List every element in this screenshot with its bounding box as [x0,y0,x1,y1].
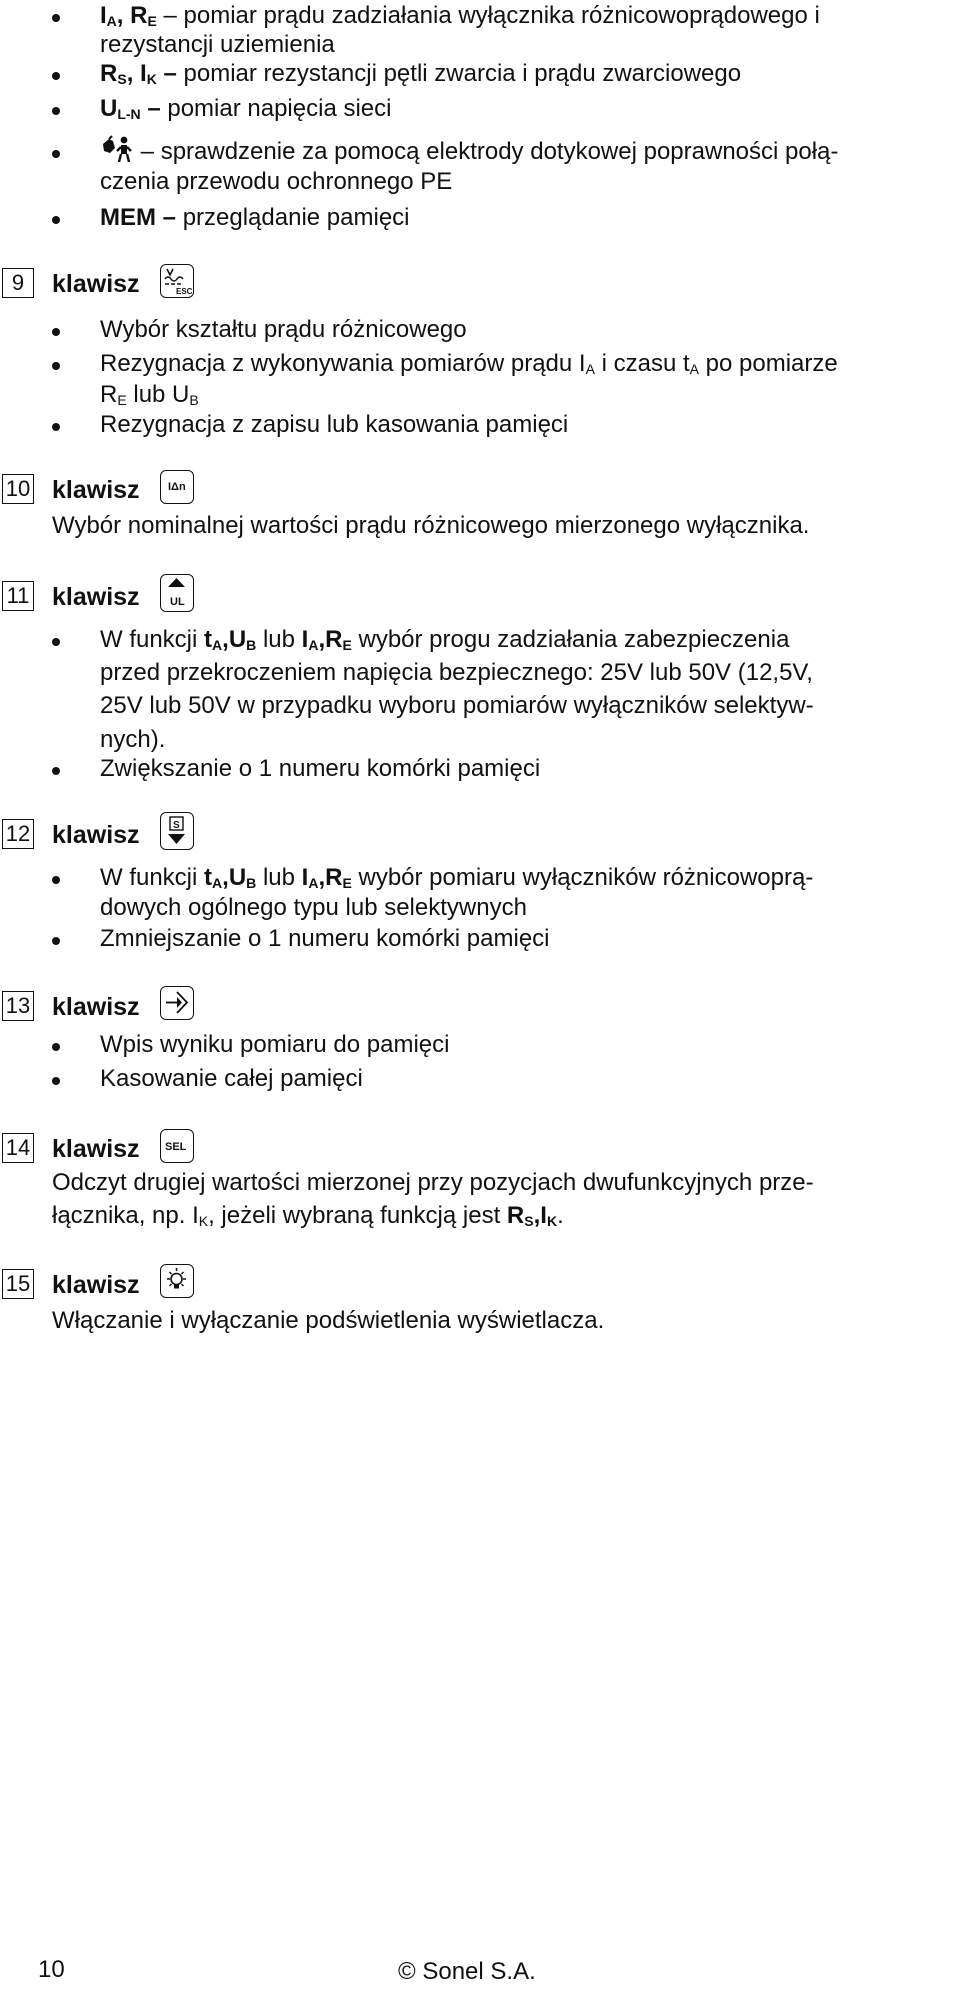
bullet [52,150,60,158]
list-item-ia-re: $I_A$, $R_E$ – pomiar prądu zadziałania wyłącznika różnicowoprądowego i [100,2,820,29]
section9-item-3: Rezygnacja z zapisu lub kasowania pamięci [100,411,569,438]
bullet [52,107,60,115]
list-item-rs-ik: $R_S$, $I_K$ – pomiar rezystancji pętli zwarcia i prądu zwarciowego [100,60,742,87]
section9-item-1: Wybór kształtu prądu różnicowego [100,316,467,343]
section-number-12: 12 [2,819,34,849]
section11-item-1-line2: przed przekroczeniem napięcia bezpiecznego: 25V lub 50V (12,5V, [100,659,813,686]
bullet [52,362,60,370]
list-item-uln: $U_{L-N}$ – pomiar napięcia sieci [100,95,392,122]
section11-item-1-line3: 25V lub 50V w przypadku wyboru pomiarów wyłączników selektyw- [100,692,814,719]
waveform-esc-key-icon [160,264,194,298]
section11-item-2: Zwiększanie o 1 numeru komórki pamięci [100,755,541,782]
touch-electrode-icon [100,135,134,163]
bullet [52,72,60,80]
key-label: klawisz [52,583,140,611]
section14-line2: łącznika, np. $I_K$, jeżeli wybraną funkcją jest $R_S,I_K$. [52,1202,564,1229]
section12-item-1-cont: dowych ogólnego typu lub selektywnych [100,894,527,921]
list-item-touch-electrode-cont: czenia przewodu ochronnego PE [100,168,453,195]
section-number-15: 15 [2,1269,34,1299]
section-number-11: 11 [2,581,34,611]
svg-text:S: S [173,820,180,831]
bullet [52,767,60,775]
sel-key-icon [160,1129,194,1163]
bullet [52,1043,60,1051]
section-number-13: 13 [2,991,34,1021]
bullet [52,638,60,646]
key-label: klawisz [52,821,140,849]
section9-item-2-cont: $R_E$ lub $U_B$ [100,381,199,408]
section11-item-1-line4: nych). [100,726,166,753]
list-item-mem: MEM – przeglądanie pamięci [100,204,410,231]
svg-text:SEL: SEL [165,1141,187,1153]
page-number: 10 [38,1956,65,1983]
idn-key-icon [160,470,194,504]
section15-text: Włączanie i wyłączanie podświetlenia wyświetlacza. [52,1307,605,1334]
section13-item-2: Kasowanie całej pamięci [100,1065,363,1092]
list-item-ia-re-cont: rezystancji uziemienia [100,31,335,58]
key-label: klawisz [52,993,140,1021]
section-number-10: 10 [2,474,34,504]
bullet [52,423,60,431]
key-label: klawisz [52,270,140,298]
down-arrow-s-key-icon [160,812,194,850]
bulb-key-icon [160,1264,194,1298]
svg-text:ESC: ESC [176,287,192,296]
key-label: klawisz [52,1135,140,1163]
svg-text:IΔn: IΔn [168,481,186,493]
section14-line1: Odczyt drugiej wartości mierzonej przy pozycjach dwufunkcyjnych prze- [52,1169,814,1196]
copyright: © Sonel S.A. [398,1958,536,1985]
section11-item-1-line1: W funkcji $t_A,U_B$ lub $I_A,R_E$ wybór progu zadziałania zabezpieczenia [100,626,790,653]
section13-item-1: Wpis wyniku pomiaru do pamięci [100,1031,450,1058]
section12-item-1: W funkcji $t_A,U_B$ lub $I_A,R_E$ wybór pomiaru wyłączników różnicowoprą- [100,864,814,891]
section-number-9: 9 [2,268,34,298]
bullet [52,937,60,945]
bullet [52,216,60,224]
bullet [52,328,60,336]
bullet [52,1077,60,1085]
enter-arrow-key-icon [160,986,194,1020]
svg-text:UL: UL [170,596,185,608]
section9-item-2: Rezygnacja z wykonywania pomiarów prądu $I_A$ i czasu $t_A$ po pomiarze [100,350,838,377]
section-number-14: 14 [2,1133,34,1163]
bullet [52,14,60,22]
key-label: klawisz [52,476,140,504]
up-arrow-ul-key-icon [160,574,194,612]
bullet [52,876,60,884]
key-label: klawisz [52,1271,140,1299]
section10-text: Wybór nominalnej wartości prądu różnicowego mierzonego wyłącznika. [52,512,810,539]
section12-item-2: Zmniejszanie o 1 numeru komórki pamięci [100,925,550,952]
list-item-touch-electrode: – sprawdzenie za pomocą elektrody dotykowej poprawności połą- [100,135,838,168]
